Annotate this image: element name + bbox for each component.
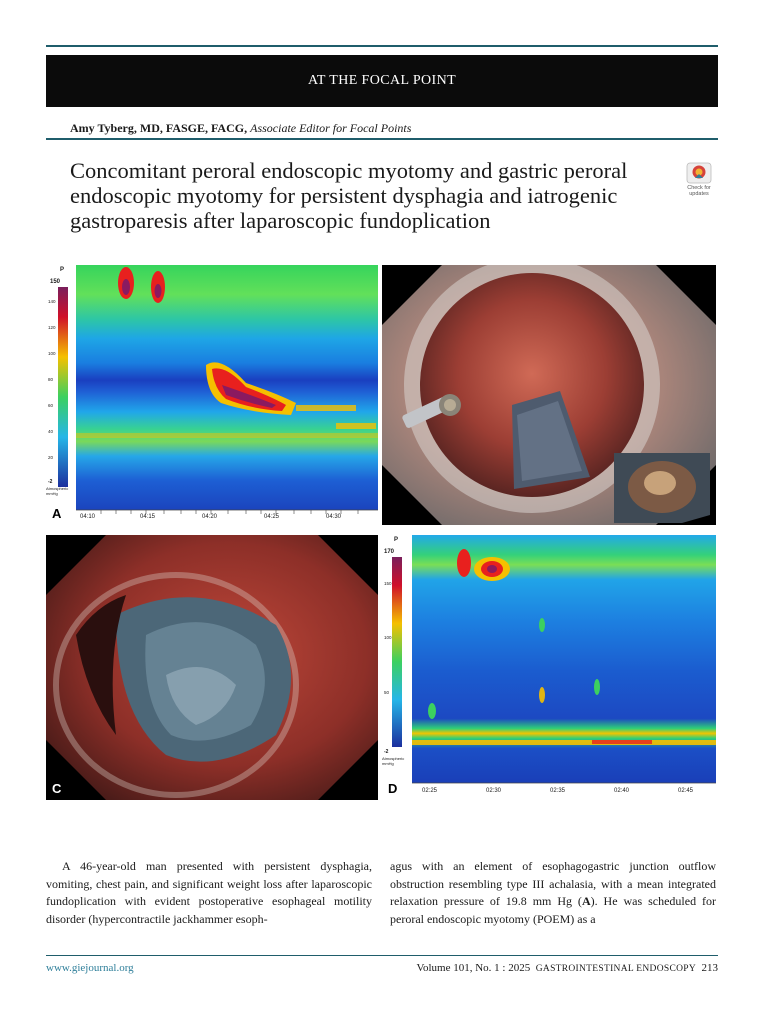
body-column-2 bbox=[390, 858, 716, 928]
panel-a-scale-max: 150 bbox=[50, 279, 61, 285]
section-label: AT THE FOCAL POINT bbox=[307, 73, 457, 88]
top-rule bbox=[46, 45, 718, 47]
author-line bbox=[70, 121, 411, 136]
panel-a-scale-tick: 100 bbox=[48, 351, 56, 356]
panel-a-scale-tick: 40 bbox=[48, 429, 54, 434]
panel-d-time-tick: 02:45 bbox=[678, 788, 694, 794]
panel-d-label: D bbox=[388, 781, 398, 796]
panel-a-scale-tick: 120 bbox=[48, 325, 56, 330]
panel-d-scale-tick: 100 bbox=[384, 635, 392, 640]
panel-a-time-tick: 04:10 bbox=[80, 514, 96, 520]
body-column-1 bbox=[46, 858, 372, 928]
panel-d-scale-tick: 150 bbox=[384, 581, 392, 586]
panel-d-scale-min: -2 bbox=[384, 749, 389, 755]
panel-d-scale-caption: Atmospheric mmHg bbox=[382, 756, 405, 766]
article-title: Concomitant peroral endoscopic myotomy and gastric peroral endoscopic myotomy for persistent dysphagia and iatrogenic gastroparesis after laparoscopic fundoplication bbox=[70, 158, 628, 233]
panel-a-time-tick: 04:15 bbox=[140, 514, 156, 520]
author-role: Associate Editor for Focal Points bbox=[250, 121, 412, 135]
check-for-updates-badge[interactable] bbox=[682, 162, 716, 196]
journal-url-link[interactable]: www.giejournal.org bbox=[46, 962, 134, 974]
panel-a-scale-min: -2 bbox=[48, 479, 53, 485]
body-text-col2-b: ). He was scheduled for peroral endoscopic myotomy (POEM) as a bbox=[390, 894, 716, 926]
body-text-col2-a: agus with an element of esophagogastric junction outflow obstruction resembling type III achalasia, with a mean integrated relaxation pressure of 19.8 mm Hg ( bbox=[390, 859, 716, 908]
panel-d-time-tick: 02:35 bbox=[550, 788, 566, 794]
footer-rule bbox=[46, 955, 718, 956]
panel-a-scale-tick: 20 bbox=[48, 455, 54, 460]
panel-a-scale-caption: Atmospheric mmHg bbox=[46, 486, 69, 496]
panel-a-scale-header: P bbox=[60, 267, 65, 273]
panel-d-scale-header: P bbox=[394, 537, 399, 543]
panel-a-time-tick: 04:20 bbox=[202, 514, 218, 520]
panel-d-time-tick: 02:25 bbox=[422, 788, 438, 794]
panel-a-label: A bbox=[52, 506, 62, 521]
check-updates-label: Check for updates bbox=[687, 185, 711, 197]
author-name: Amy Tyberg, MD, FASGE, FACG, bbox=[70, 121, 248, 135]
panel-a-scale-tick: 140 bbox=[48, 299, 56, 304]
panel-b-endoscopy bbox=[382, 265, 716, 525]
footer-info bbox=[416, 962, 718, 974]
footer-journal: GASTROINTESTINAL ENDOSCOPY bbox=[535, 964, 696, 974]
panel-a-time-tick: 04:25 bbox=[264, 514, 280, 520]
author-rule bbox=[46, 138, 718, 140]
panel-c-endoscopy bbox=[46, 535, 378, 800]
panel-a-time-tick: 04:30 bbox=[326, 514, 342, 520]
body-text-figure-ref: A bbox=[581, 894, 591, 908]
panel-d-manometry bbox=[382, 535, 716, 800]
panel-d-time-tick: 02:40 bbox=[614, 788, 630, 794]
panel-c-label: C bbox=[52, 781, 62, 796]
footer-page: 213 bbox=[701, 962, 718, 974]
check-updates-icon bbox=[686, 162, 712, 184]
panel-d-scale-tick: 50 bbox=[384, 690, 390, 695]
section-banner bbox=[46, 55, 718, 107]
body-text-col1: A 46-year-old man presented with persistent dysphagia, vomiting, chest pain, and significant weight loss after laparoscopic fundoplication with evident postoperative esophageal motility disorder (hypercontractile jackhammer esoph- bbox=[46, 859, 372, 926]
panel-d-scale-max: 170 bbox=[384, 549, 395, 555]
footer-volume: Volume 101, No. 1 : 2025 bbox=[416, 962, 531, 974]
panel-a-manometry bbox=[46, 265, 378, 525]
panel-a-scale-tick: 80 bbox=[48, 377, 54, 382]
panel-d-time-tick: 02:30 bbox=[486, 788, 502, 794]
panel-b-label: B bbox=[388, 506, 398, 521]
panel-a-scale-tick: 60 bbox=[48, 403, 54, 408]
